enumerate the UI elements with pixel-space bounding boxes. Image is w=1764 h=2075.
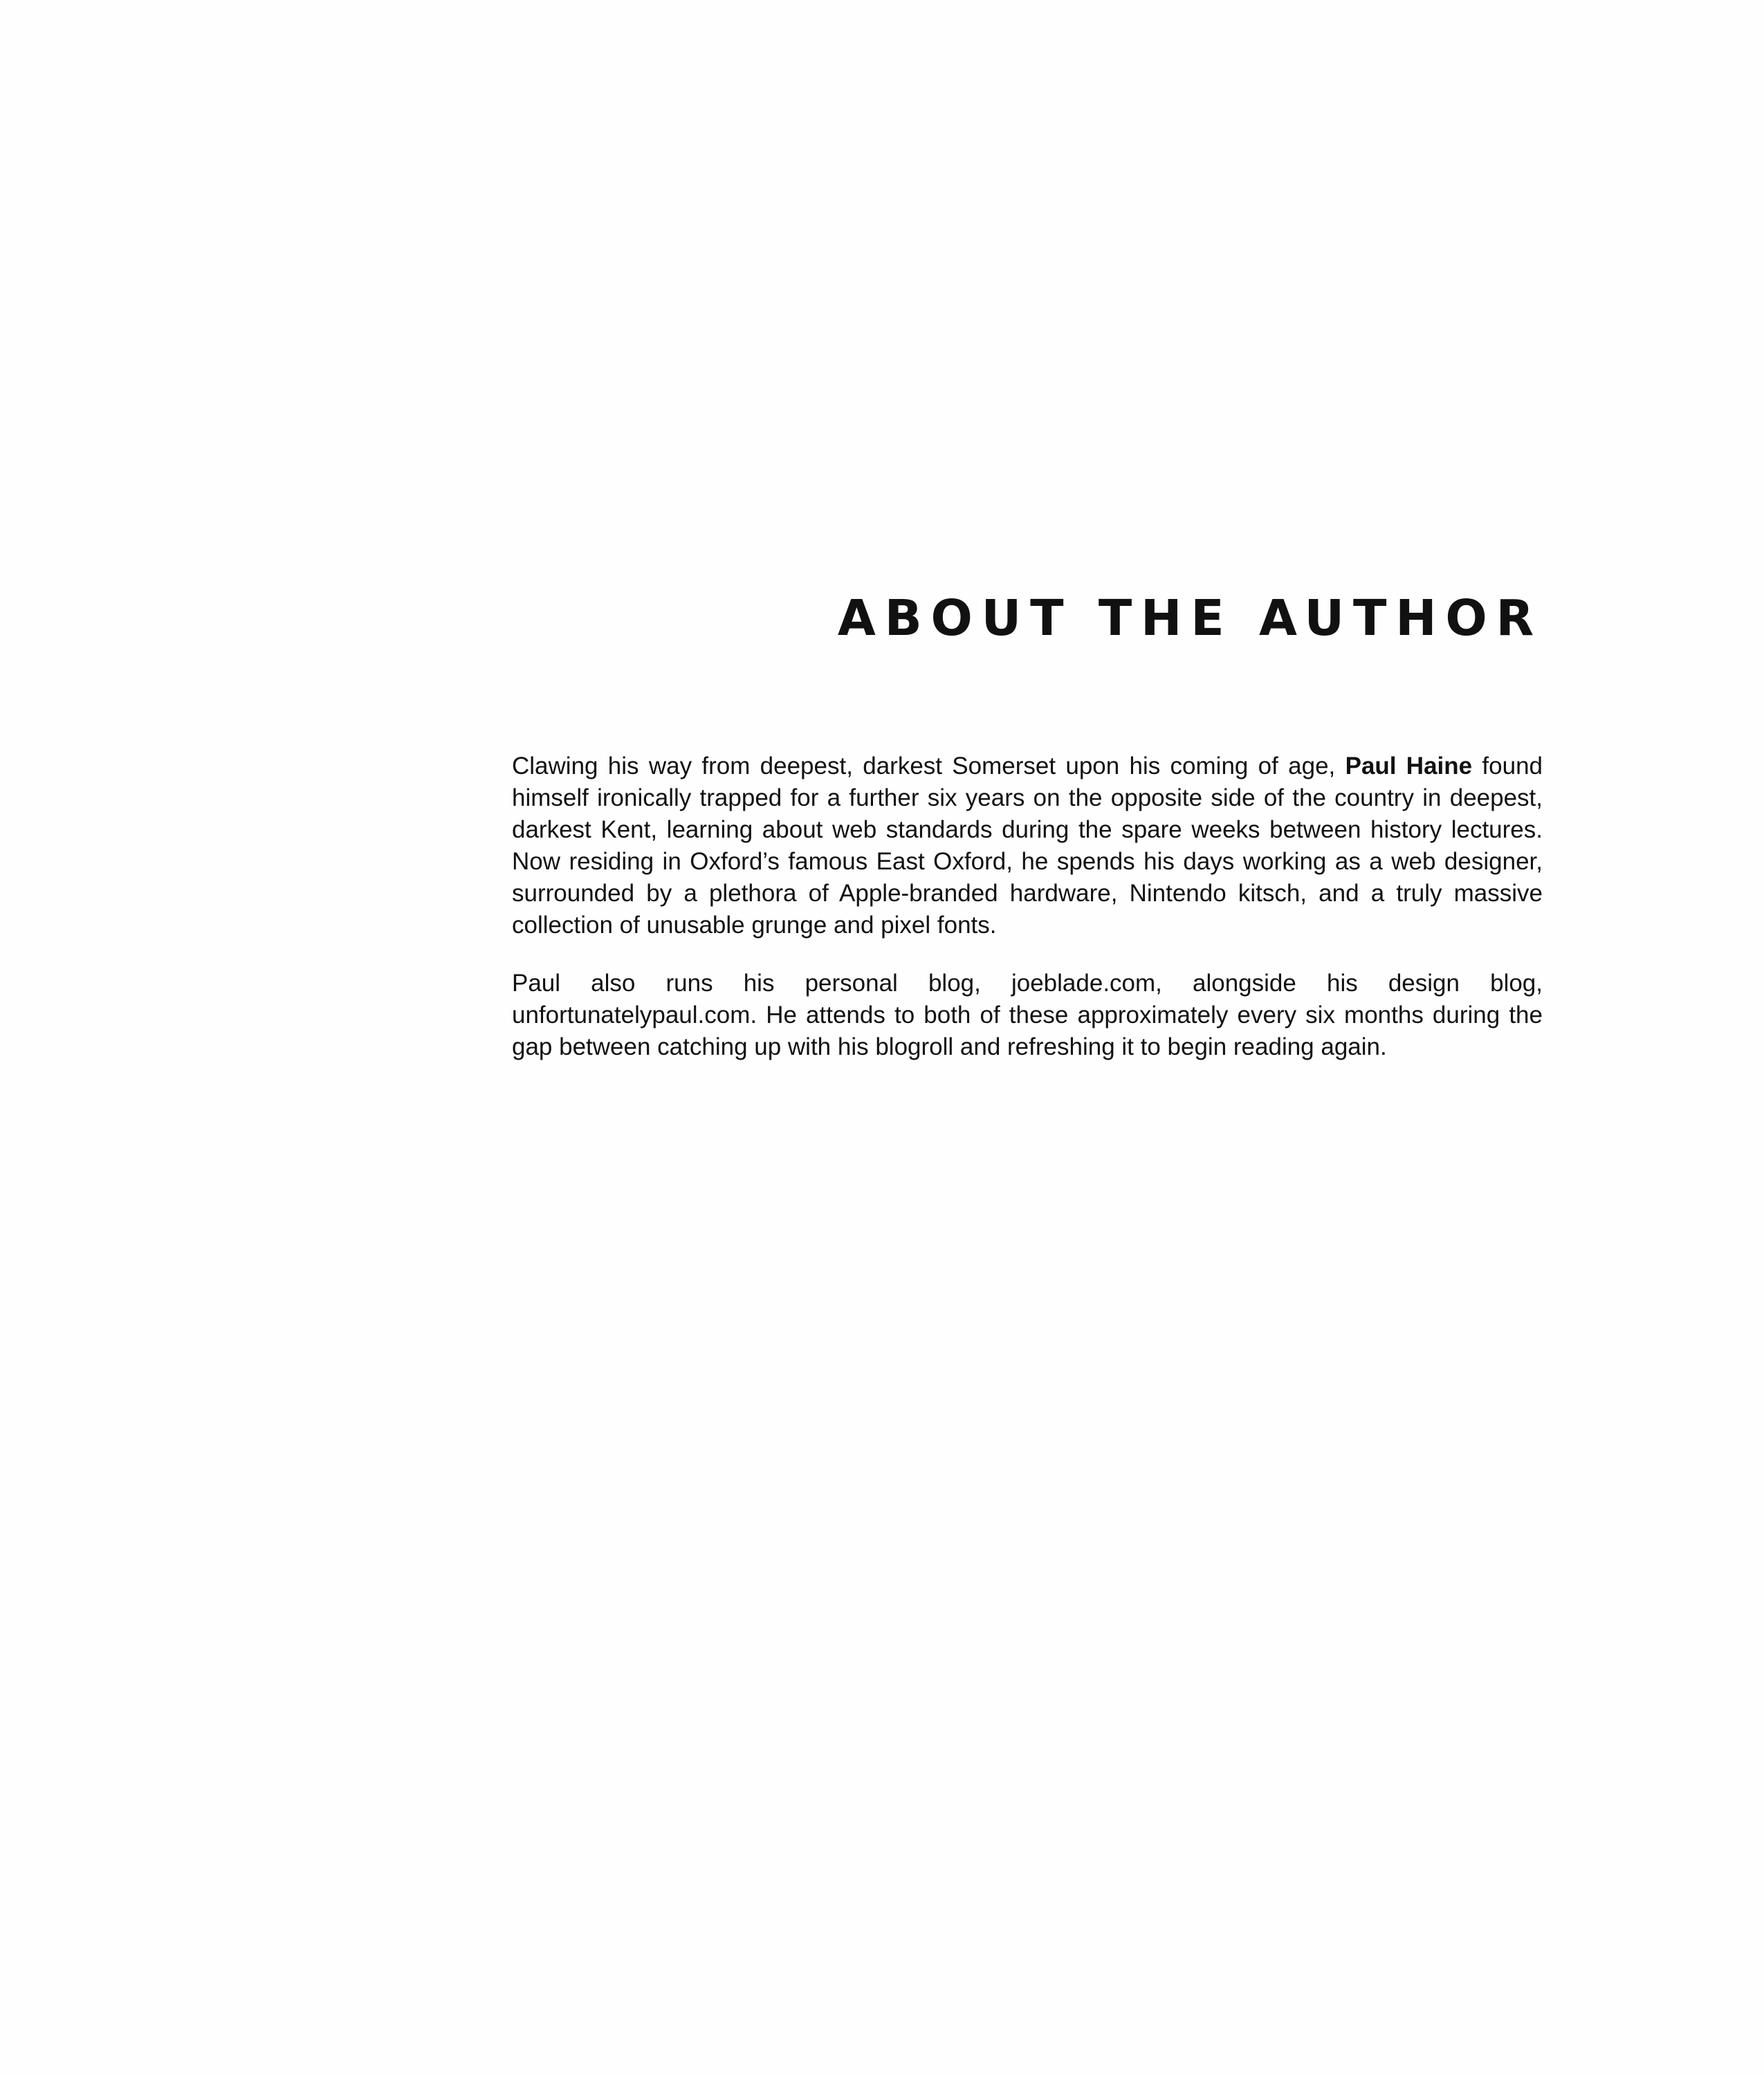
bio-paragraph-1-intro: Clawing his way from deepest, darkest Somerset upon his coming of age, bbox=[512, 753, 1345, 780]
bio-paragraph-1-rest: found himself ironically trapped for a further six years on the opposite side of the country in deepest, darkest Kent, learning about web standards during the spare weeks between history lectures. Now residing in Oxford’s famous East Oxford, he spends his days working as a web designer, surrounded by a plethora of Apple-branded hardware, Nintendo kitsch, and a truly massive collection of unusable grunge and pixel fonts. bbox=[512, 753, 1543, 939]
author-bio bbox=[512, 750, 1543, 1089]
author-name: Paul Haine bbox=[1345, 753, 1473, 780]
bio-paragraph-2: Paul also runs his personal blog, joeblade.com, alongside his design blog, unfortunatelypaul.com. He attends to both of these approximately every six months during the gap between catching up with his blogroll and refreshing it to begin reading again. bbox=[512, 970, 1543, 1060]
bio-paragraph-1 bbox=[512, 750, 1543, 941]
page-title: ABOUT THE AUTHOR bbox=[837, 589, 1543, 647]
